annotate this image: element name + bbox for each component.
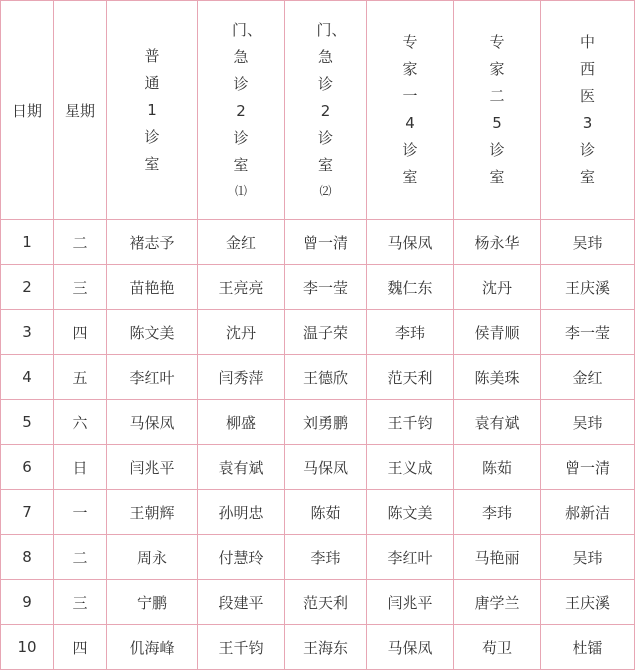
date-cell: 2	[1, 265, 54, 310]
room-2-2-cell: 李玮	[285, 535, 367, 580]
room-5-cell: 马艳丽	[454, 535, 541, 580]
room-3-cell: 金红	[541, 355, 635, 400]
table-row	[1, 265, 635, 310]
date-cell: 5	[1, 400, 54, 445]
room-3-cell: 吴玮	[541, 535, 635, 580]
room-2-2-cell: 李一莹	[285, 265, 367, 310]
room-5-cell: 唐学兰	[454, 580, 541, 625]
header-room-3-label: 中西医3诊室	[579, 33, 595, 186]
table-row	[1, 580, 635, 625]
room-2-2-cell: 王德欣	[285, 355, 367, 400]
room-2-1-cell: 沈丹	[198, 310, 285, 355]
room-1-cell: 王朝辉	[107, 490, 198, 535]
header-room-1-label: 普通1诊室	[144, 46, 160, 173]
weekday-cell: 六	[54, 400, 107, 445]
room-2-1-cell: 柳盛	[198, 400, 285, 445]
room-2-1-cell: 段建平	[198, 580, 285, 625]
room-2-1-cell: 袁有斌	[198, 445, 285, 490]
date-cell: 9	[1, 580, 54, 625]
room-4-cell: 陈文美	[367, 490, 454, 535]
room-2-2-cell: 王海东	[285, 625, 367, 670]
date-cell: 6	[1, 445, 54, 490]
weekday-cell: 五	[54, 355, 107, 400]
room-3-cell: 吴玮	[541, 400, 635, 445]
room-1-cell: 仉海峰	[107, 625, 198, 670]
room-5-cell: 李玮	[454, 490, 541, 535]
room-5-cell: 杨永华	[454, 220, 541, 265]
room-4-cell: 王千钧	[367, 400, 454, 445]
header-room-2-1	[198, 1, 285, 220]
room-4-cell: 范天利	[367, 355, 454, 400]
header-room-3	[541, 1, 635, 220]
date-cell: 7	[1, 490, 54, 535]
room-3-cell: 郝新洁	[541, 490, 635, 535]
room-3-cell: 李一莹	[541, 310, 635, 355]
room-2-1-cell: 付慧玲	[198, 535, 285, 580]
room-3-cell: 吴玮	[541, 220, 635, 265]
room-4-cell: 李红叶	[367, 535, 454, 580]
room-4-cell: 王义成	[367, 445, 454, 490]
room-5-cell: 陈美珠	[454, 355, 541, 400]
header-room-2-1-sub: ⑴	[234, 184, 247, 198]
room-3-cell: 王庆溪	[541, 580, 635, 625]
room-5-cell: 苟卫	[454, 625, 541, 670]
weekday-cell: 四	[54, 310, 107, 355]
header-room-5	[454, 1, 541, 220]
room-5-cell: 沈丹	[454, 265, 541, 310]
room-3-cell: 王庆溪	[541, 265, 635, 310]
room-4-cell: 闫兆平	[367, 580, 454, 625]
header-room-2-2-sub: ⑵	[319, 184, 332, 198]
date-cell: 4	[1, 355, 54, 400]
date-cell: 1	[1, 220, 54, 265]
table-row	[1, 220, 635, 265]
header-room-5-label: 专家二5诊室	[489, 33, 505, 186]
room-5-cell: 袁有斌	[454, 400, 541, 445]
room-4-cell: 魏仁东	[367, 265, 454, 310]
table-row	[1, 445, 635, 490]
header-room-4-label: 专家一4诊室	[402, 33, 418, 186]
room-1-cell: 马保凤	[107, 400, 198, 445]
room-2-2-cell: 马保凤	[285, 445, 367, 490]
room-2-2-cell: 刘勇鹏	[285, 400, 367, 445]
weekday-cell: 一	[54, 490, 107, 535]
table-row	[1, 535, 635, 580]
room-1-cell: 苗艳艳	[107, 265, 198, 310]
header-room-1	[107, 1, 198, 220]
room-2-1-cell: 孙明忠	[198, 490, 285, 535]
room-4-cell: 马保凤	[367, 625, 454, 670]
weekday-cell: 三	[54, 580, 107, 625]
room-2-1-cell: 王千钧	[198, 625, 285, 670]
room-2-1-cell: 金红	[198, 220, 285, 265]
room-5-cell: 陈茹	[454, 445, 541, 490]
room-2-2-cell: 陈茹	[285, 490, 367, 535]
table-row	[1, 625, 635, 670]
header-room-2-1-label: 门、急诊2诊室	[232, 21, 263, 174]
table-row	[1, 400, 635, 445]
table-row	[1, 355, 635, 400]
room-5-cell: 侯青顺	[454, 310, 541, 355]
header-room-2-1-wrap	[232, 17, 263, 203]
table-row	[1, 490, 635, 535]
table-row	[1, 310, 635, 355]
weekday-cell: 日	[54, 445, 107, 490]
header-room-2-2-label: 门、急诊2诊室	[316, 21, 347, 174]
room-2-1-cell: 闫秀萍	[198, 355, 285, 400]
room-2-1-cell: 王亮亮	[198, 265, 285, 310]
date-cell: 10	[1, 625, 54, 670]
date-cell: 8	[1, 535, 54, 580]
room-1-cell: 宁鹏	[107, 580, 198, 625]
room-4-cell: 马保凤	[367, 220, 454, 265]
room-4-cell: 李玮	[367, 310, 454, 355]
header-weekday	[54, 1, 107, 220]
date-cell: 3	[1, 310, 54, 355]
weekday-cell: 四	[54, 625, 107, 670]
room-1-cell: 闫兆平	[107, 445, 198, 490]
weekday-cell: 三	[54, 265, 107, 310]
room-1-cell: 陈文美	[107, 310, 198, 355]
header-weekday-label: 星期	[64, 101, 95, 120]
header-row	[1, 1, 635, 220]
weekday-cell: 二	[54, 220, 107, 265]
room-2-2-cell: 范天利	[285, 580, 367, 625]
header-date	[1, 1, 54, 220]
weekday-cell: 二	[54, 535, 107, 580]
header-room-4	[367, 1, 454, 220]
room-3-cell: 杜镭	[541, 625, 635, 670]
header-room-2-2	[285, 1, 367, 220]
header-room-2-2-wrap	[316, 17, 347, 203]
header-date-label: 日期	[11, 101, 42, 120]
room-1-cell: 李红叶	[107, 355, 198, 400]
room-3-cell: 曾一清	[541, 445, 635, 490]
room-2-2-cell: 曾一清	[285, 220, 367, 265]
room-1-cell: 褚志予	[107, 220, 198, 265]
room-1-cell: 周永	[107, 535, 198, 580]
room-2-2-cell: 温子荣	[285, 310, 367, 355]
